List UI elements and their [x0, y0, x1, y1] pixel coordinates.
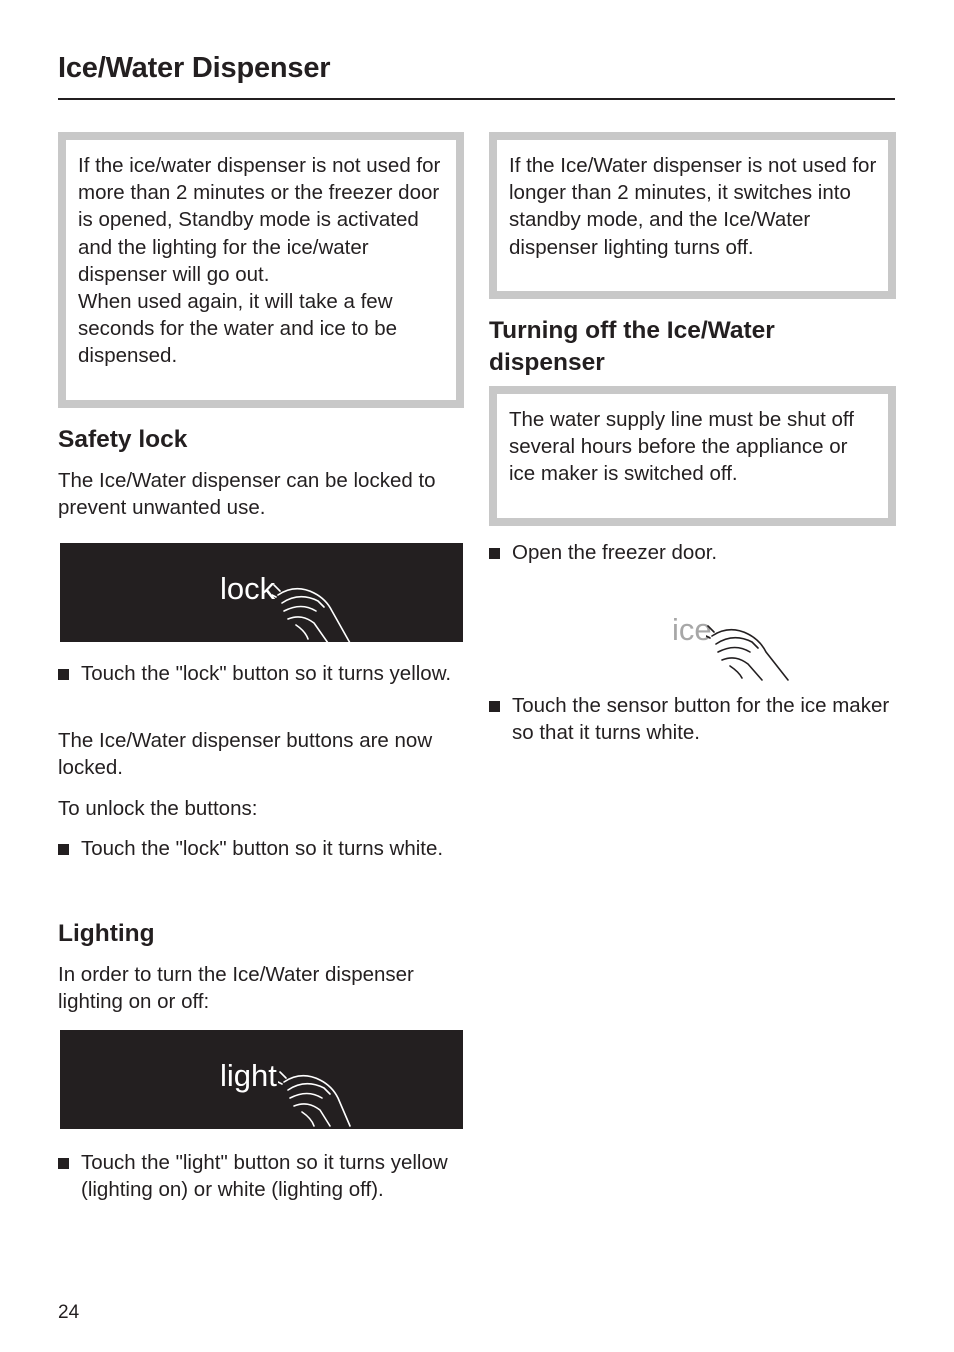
- title-divider: [58, 98, 895, 100]
- square-bullet-icon: [58, 1158, 69, 1169]
- standby-note-paragraph-1: If the ice/water dispenser is not used for more than 2 minutes or the freezer door is opened, Standby mode is activated and the lighting for the ice/water dispenser will go out.: [78, 154, 441, 286]
- page-number: 24: [58, 1302, 80, 1323]
- light-button-label: light: [220, 1058, 277, 1093]
- safety-lock-intro: The Ice/Water dispenser can be locked to prevent unwanted use.: [58, 469, 436, 520]
- unlock-intro: To unlock the buttons:: [58, 797, 258, 820]
- square-bullet-icon: [489, 548, 500, 559]
- standby-mode-note-text: If the Ice/Water dispenser is not used for longer than 2 minutes, it switches into standby mode, and the Ice/Water dispenser lighting turns off.: [509, 154, 877, 259]
- lock-step-yellow: Touch the "lock" button so it turns yellow.: [58, 660, 468, 687]
- light-button-illustration: [60, 1030, 463, 1129]
- standby-mode-note-box: [489, 132, 896, 299]
- standby-note-box: [58, 132, 464, 408]
- lock-step-white: Touch the "lock" button so it turns white.: [58, 835, 468, 862]
- ice-button-label: ice: [672, 612, 712, 647]
- lock-button-illustration: [60, 543, 463, 642]
- lighting-intro: In order to turn the Ice/Water dispenser lighting on or off:: [58, 963, 414, 1014]
- square-bullet-icon: [489, 701, 500, 712]
- ice-maker-step: Touch the sensor button for the ice maker so that it turns white.: [489, 692, 894, 746]
- square-bullet-icon: [58, 844, 69, 855]
- water-supply-note-box: [489, 386, 896, 526]
- page-title: Ice/Water Dispenser: [58, 52, 331, 84]
- turning-off-heading: Turning off the Ice/Water dispenser: [489, 317, 775, 376]
- lock-button-label: lock: [220, 571, 276, 606]
- open-freezer-step: Open the freezer door.: [489, 539, 894, 566]
- hand-touch-icon: [706, 622, 790, 682]
- hand-touch-icon: [278, 1068, 358, 1130]
- lighting-heading: Lighting: [58, 920, 155, 947]
- standby-note-paragraph-2: When used again, it will take a few seconds for the water and ice to be dispensed.: [78, 290, 398, 368]
- water-supply-note-text: The water supply line must be shut off several hours before the appliance or ice maker is switched off.: [509, 408, 854, 486]
- light-step: Touch the "light" button so it turns yellow (lighting on) or white (lighting off).: [58, 1149, 468, 1203]
- hand-touch-icon: [272, 581, 352, 643]
- locked-confirmation-text: The Ice/Water dispenser buttons are now locked.: [58, 729, 433, 780]
- ice-button-illustration: [672, 608, 802, 682]
- square-bullet-icon: [58, 669, 69, 680]
- safety-lock-heading: Safety lock: [58, 426, 188, 453]
